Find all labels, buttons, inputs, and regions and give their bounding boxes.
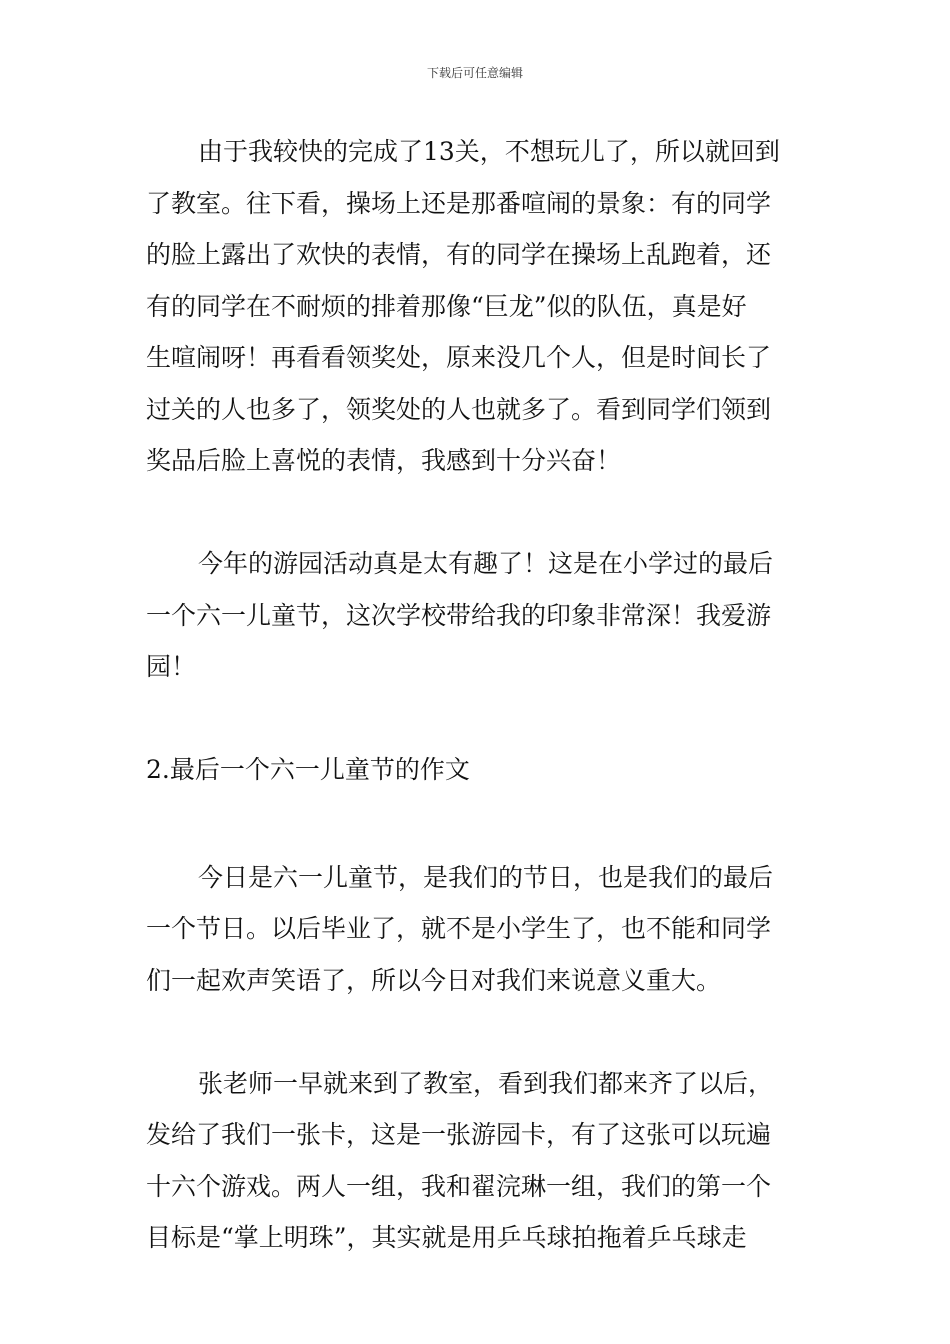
text-line: 了教室。往下看，操场上还是那番喧闹的景象：有的同学 <box>146 188 772 218</box>
paragraph-1 <box>146 126 808 487</box>
text-line: 有的同学在不耐烦的排着那像“巨龙”似的队伍，真是好 <box>146 291 747 321</box>
text-line: 们一起欢声笑语了，所以今日对我们来说意义重大。 <box>146 965 722 995</box>
heading-line: 2.最后一个六一儿童节的作文 <box>146 755 470 784</box>
text-line: 奖品后脸上喜悦的表情，我感到十分兴奋！ <box>146 446 622 475</box>
paragraph-spacer <box>146 487 808 539</box>
text-line: 的脸上露出了欢快的表情，有的同学在操场上乱跑着，还 <box>146 240 772 269</box>
text-line: 由于我较快的完成了13关，不想玩儿了，所以就回到 <box>198 137 780 166</box>
text-line: 一个节日。以后毕业了，就不是小学生了，也不能和同学 <box>146 914 772 943</box>
text-line: 今年的游园活动真是太有趣了！这是在小学过的最后 <box>198 549 774 578</box>
paragraph-spacer <box>146 693 808 745</box>
text-line: 十六个游戏。两人一组，我和翟浣琳一组，我们的第一个 <box>146 1171 772 1201</box>
text-line: 今日是六一儿童节，是我们的节日，也是我们的最后 <box>198 862 774 892</box>
text-line: 过关的人也多了，领奖处的人也就多了。看到同学们领到 <box>146 394 772 424</box>
text-line: 一个六一儿童节，这次学校带给我的印象非常深！我爱游 <box>146 600 772 630</box>
paragraph-4 <box>146 1058 808 1264</box>
text-line: 园！ <box>146 652 197 681</box>
text-line: 发给了我们一张卡，这是一张游园卡，有了这张可以玩遍 <box>146 1120 772 1149</box>
paragraph-2 <box>146 538 808 693</box>
page-header: 下载后可任意编辑 <box>426 66 523 80</box>
section-heading <box>146 744 808 796</box>
document-body <box>146 126 808 1264</box>
paragraph-spacer <box>146 1006 808 1058</box>
paragraph-spacer <box>146 796 808 852</box>
text-line: 生喧闹呀！再看看领奖处，原来没几个人，但是时间长了 <box>146 343 772 372</box>
text-line: 目标是“掌上明珠”，其实就是用乒乓球拍拖着乒乓球走 <box>146 1223 747 1252</box>
text-line: 张老师一早就来到了教室，看到我们都来齐了以后， <box>198 1068 774 1098</box>
paragraph-3 <box>146 852 808 1007</box>
